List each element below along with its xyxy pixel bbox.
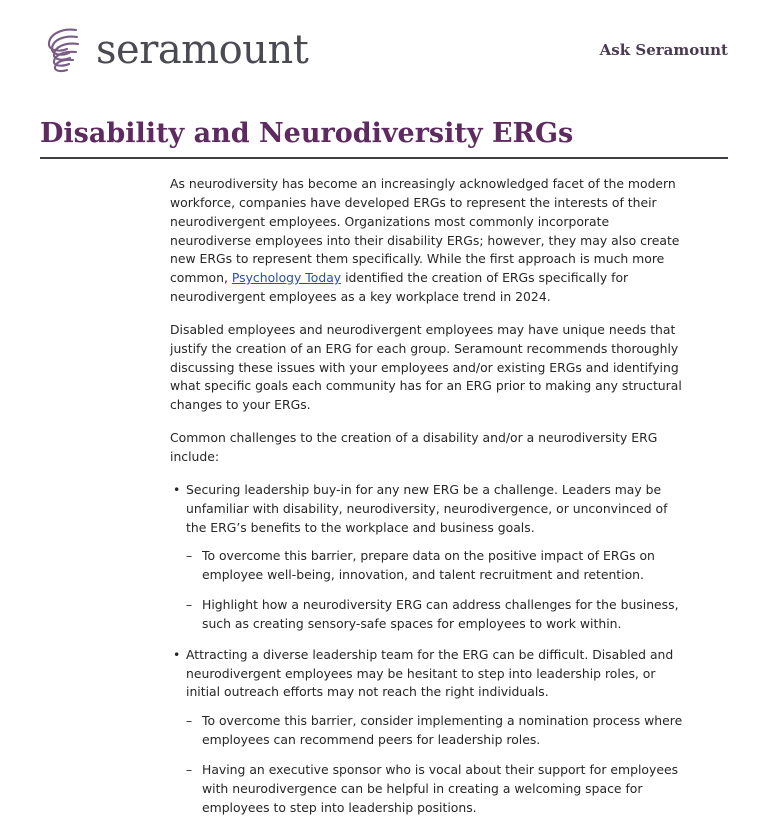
site-header <box>0 0 768 100</box>
paragraph-intro-text-after: identified the creation of ERGs specifically for neurodivergent employees as a key workplace trend in 2024. <box>170 270 629 305</box>
sub-list <box>186 547 690 633</box>
bullet-text: Attracting a diverse leadership team for the ERG can be difficult. Disabled and neurodivergent employees may be hesitant to step into leadership roles, or initial outreach efforts may not reach the right individuals. <box>186 646 674 700</box>
paragraph-intro-text-before: As neurodiversity has become an increasingly acknowledged facet of the modern workforce, companies have developed ERGs to represent the interests of their neurodivergent employees. Organizations most commonly incorporate neurodiverse employees into their disability ERGs; however, they may also create new ERGs to represent them specifically. While the first approach is much more common, <box>170 176 680 286</box>
sub-list-item: – Highlight how a neurodiversity ERG can address challenges for the business, such as creating sensory-safe spaces for employees to work within. <box>186 596 690 634</box>
sub-list-item: – To overcome this barrier, prepare data on the positive impact of ERGs on employee well-being, innovation, and talent recruitment and retention. <box>186 547 690 585</box>
sub-list-item: – Having an executive sponsor who is vocal about their support for employees with neurodivergence can be helpful in creating a welcoming space for employees to step into leadership positions. <box>186 761 690 818</box>
challenges-list <box>170 481 690 818</box>
sub-list <box>186 712 690 817</box>
page-title: Disability and Neurodiversity ERGs <box>40 118 574 149</box>
paragraph-common-challenges: Common challenges to the creation of a disability and/or a neurodiversity ERG include: <box>170 430 658 465</box>
list-item <box>170 481 690 634</box>
bullet-text: Securing leadership buy-in for any new ERG be a challenge. Leaders may be unfamiliar with disability, neurodiversity, neurodivergence, or unconvinced of the ERG’s benefits to the workplace and business goals. <box>186 481 668 535</box>
psychology-today-link[interactable]: Psychology Today <box>231 270 342 286</box>
document-body <box>170 175 690 817</box>
sub-list-item: – To overcome this barrier, consider implementing a nomination process where employees can recommend peers for leadership roles. <box>186 712 690 750</box>
title-block <box>40 118 728 159</box>
seramount-swirl-logo-icon <box>40 24 86 76</box>
ask-seramount-link[interactable]: Ask Seramount <box>599 41 728 59</box>
paragraph-intro <box>170 175 690 307</box>
list-item <box>170 646 690 818</box>
brand-logo[interactable] <box>40 24 308 76</box>
brand-name: seramount <box>96 27 309 73</box>
paragraph-unique-needs: Disabled employees and neurodivergent employees may have unique needs that justify the creation of an ERG for each group. Seramount recommends thoroughly discussing these issues with your employees and/or existing ERGs and identifying what specific goals each community has for an ERG prior to making any structural changes to your ERGs. <box>170 321 682 413</box>
